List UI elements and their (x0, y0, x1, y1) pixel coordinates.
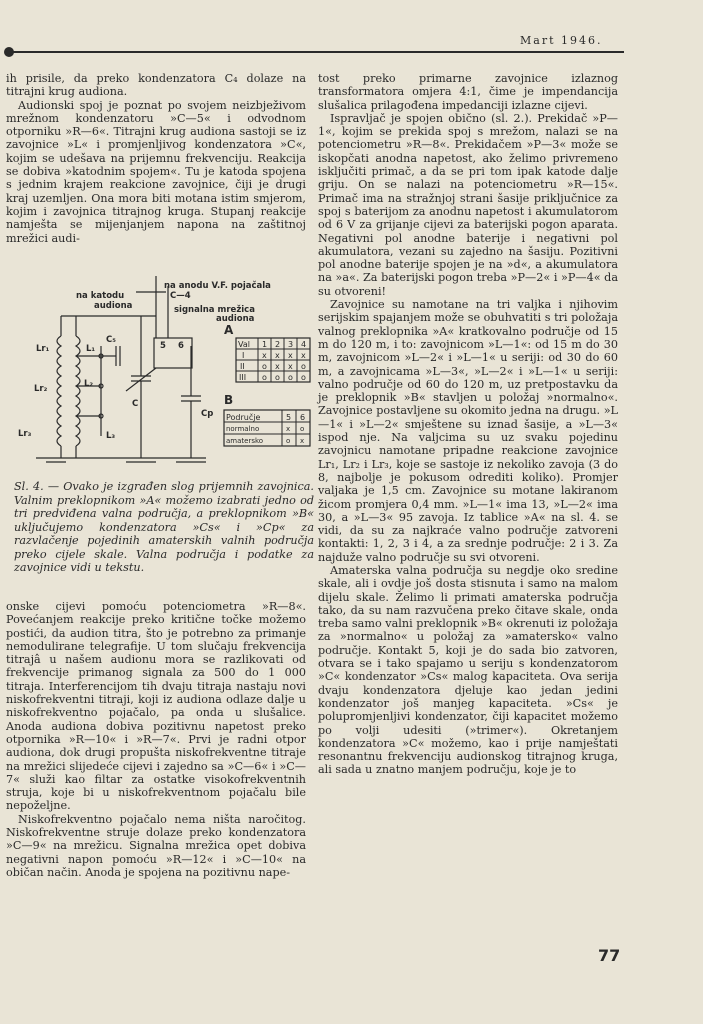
table-b-header: 5 (286, 413, 292, 422)
table-b-cell: amatersko (226, 437, 264, 445)
label-c5: C₅ (106, 335, 116, 345)
table-a-header: 2 (275, 340, 281, 349)
label-na-anodu: na anodu V.F. pojačala (164, 281, 271, 291)
label-contact-5: 5 (160, 341, 166, 351)
paragraph: onske cijevi pomoću potenciometra »R—8«. Povećanjem reakcije preko kritične točke možemo postići, da audion titra, što je potrebno za primanje nemodulirane telegrafije. U tom slučaju frekvencija titrajâ u našem audionu mora se razlikovati od frekvencije primanog signala za 500 do 1 000 titraja. Interferencijom tih dvaju titraja nastaju novi niskofrekventni titraji, koji iz audiona odlaze dalje u niskofrekventno pojačalo, pa onda u slušalice. Anoda audiona dobiva pozitivnu napetost preko otpornika »R—10« i »R—7«. Prvi je radni otpor audiona, dok drugi propušta niskofrekventne titraje na mrežici slijedeće cijevi i zajedno sa »C—6« i »C—7« služi kao filtar za ostatke visokofrekventnih struja, koje bi u niskofrekventnom pojačalu bile nepoželjne. (6, 600, 306, 813)
label-switch-a: A (224, 323, 234, 337)
table-a-cell: x (262, 351, 267, 360)
table-a-cell: x (275, 362, 280, 371)
paragraph: Niskofrekventno pojačalo nema ništa naročitog. Niskofrekventne struje dolaze preko kondenzatora »C—9« na mrežicu. Signalna mrežica opet dobiva negativni napon pomoću »R—12« i »C—10« na običan način. Anoda je spojena na pozitivnu nape- (6, 812, 306, 879)
table-a-cell: x (288, 362, 293, 371)
label-l1: L₁ (86, 344, 96, 354)
table-b-cell: normalno (226, 425, 260, 433)
paragraph: Amaterska valna područja su negdje oko sredine skale, ali i ovdje još dosta stisnuta i samo na malom dijelu skale. Želimo li primati amaterska područja tako, da su nam razvučena preko čitave skale, onda treba samo valni preklopnik »B« okrenuti iz položaja za »normalno« u položaj za »amatersko« valno područje. Kontakt 5, koji je do sada bio zatvoren, otvara se i tako spajamo u seriju s kondenzatorom »C« kondenzator »Cs« malog kapaciteta. Ova serija dvaju kondenzatora djeluje kao jedan jedini kondenzator još manjeg kapaciteta. »Cs« je polupromjenljivi kondenzator, čiji kapacitet možemo po volji udesiti (»trimer«). Okretanjem kondenzatora »C« možemo, kao i prije namještati resonantnu frekvenciju audionskog titrajnog kruga, ali sada u znatno manjem području, koje je to (318, 563, 618, 777)
circuit-figure (6, 276, 316, 476)
paragraph: Ispravljač je spojen obično (sl. 2.). Prekidač »P—1«, kojim se prekida spoj s mrežom, nalazi se na potenciometru »R—8«. Prekidačem »P—3« može se iskopčati anodna napetost, ako želimo privremeno isključiti primač, a da se pri tom ipak katode dalje griju. On se nalazi na potenciometru »R—15«. Primač ima na stražnjoj strani šasije priključnice za spoj s baterijom za anodnu napetost i akumulatorom od 6 V za grijanje cijevi za baterijski pogon aparata. Negativni pol anodne baterije i negativni pol akumulatora, vezani su zajedno na šasiju. Pozitivni pol anodne baterije spojen je na »d«, a akumulatora na »a«. Za baterijski pogon treba »P—2« i »P—4« da su otvoreni! (318, 111, 618, 298)
table-a-cell: o (301, 373, 306, 382)
label-c4: C—4 (170, 291, 191, 301)
right-column (318, 72, 618, 777)
table-a-cell: I (242, 351, 245, 360)
table-b-cell: x (286, 425, 291, 433)
label-na-katodu: na katodu (76, 291, 125, 301)
table-a-header: 4 (301, 340, 307, 349)
table-a-header: 3 (288, 340, 294, 349)
running-head: Mart 1946. (520, 34, 603, 47)
table-a-cell: x (275, 351, 280, 360)
table-a (236, 338, 310, 382)
header-rule (6, 51, 624, 53)
paragraph: ih prisile, da preko kondenzatora C₄ dolaze na titrajni krug audiona. (6, 72, 306, 99)
table-a-cell: o (262, 373, 267, 382)
table-b-cell: x (300, 437, 305, 445)
table-a-cell: x (288, 351, 293, 360)
left-column-bottom (6, 600, 306, 879)
label-signalna: signalna mrežica (174, 305, 255, 315)
left-column-top (6, 72, 306, 245)
table-b-header: Područje (226, 413, 261, 422)
page-number: 77 (598, 946, 621, 965)
label-signalna-audiona: audiona (216, 314, 255, 324)
table-a-cell: o (301, 362, 306, 371)
table-a-cell: III (239, 373, 247, 382)
label-audiona: audiona (94, 301, 133, 311)
table-a-header: Val (238, 340, 250, 349)
label-l3: L₃ (106, 431, 116, 441)
label-lr2: Lr₂ (34, 384, 48, 394)
label-lr3: Lr₃ (18, 429, 32, 439)
table-a-cell: II (240, 362, 245, 371)
table-a-cell: o (288, 373, 293, 382)
label-switch-b: B (224, 393, 234, 407)
paragraph: tost preko primarne zavojnice izlaznog transformatora omjera 4:1, čime je impendancija slušalica prilagođena impedanciji izlazne cijevi. (318, 72, 618, 112)
table-b-cell: o (286, 437, 291, 445)
paragraph: Zavojnice su namotane na tri valjka i njihovim serijskim spajanjem može se obuhvatiti s tri položaja valnog preklopnika »A« kratkovalno područje od 15 m do 120 m, i to: zavojnicom »L—1«: od 15 m do 30 m, zavojnicom »L—2« i »L—1« u seriji: od 30 do 60 m, a zavojnicama »L—3«, »L—2« i »L—1« u seriji: valno područje od 60 do 120 m, uz pretpostavku da je preklopnik »B« stavljen u položaj »normalno«. Zavojnice postavljene su okomito jedna na drugu. »L—1« i »L—2« smještene su iznad šasije, a »L—3« ispod nje. Na valjcima su uz svaku pojedinu zavojnicu namotane pripadne reakcione zavojnice Lr₁, Lr₂ i Lr₃, koje se sastoje iz nekoliko zavoja (3 do 8, najbolje je pokusom odrediti koliko). Promjer valjaka je 1,5 cm. Zavojnice su motane lakiranom žicom promjera 0,4 mm. »L—1« ima 13, »L—2« ima 30, a »L—3« 95 zavoja. Iz tablice »A« na sl. 4. se vidi, da su za najkraće valno područje zatvoreni kontakti: 1, 2, 3 i 4, a za srednje područje: 2 i 3. Za najduže valno područje su svi otvoreni. (318, 298, 618, 564)
paragraph: Audionski spoj je poznat po svojem neizbježivom mrežnom kondenzatoru »C—5« i odvodnom otporniku »R—6«. Titrajni krug audiona sastoji se iz zavojnice »L« i promjenljivog kondenzatora »C«, kojim se udešava na prijemnu frekvenciju. Reakcija se dobiva »katodnim spojem«. Tu je katoda spojena s jednim krajem reakcione zavojnice, čiji je drugi kraj uzemljen. Ona mora biti motana istim smjerom, kojim i zavojnica titrajnog kruga. Stupanj reakcije namješta se mijenjanjem napona na zaštitnoj mrežici audi- (6, 98, 306, 245)
label-lr1: Lr₁ (36, 344, 50, 354)
table-a-cell: x (301, 351, 306, 360)
figure-caption: Sl. 4. — Ovako je izgrađen slog prijemnih zavojnica. Valnim preklopnikom »A« možemo izabrati jedno od tri predviđena valna područja, a preklopnikom »B« uključujemo kondenzatora »Cs« i »Cp« za razvlačenje pojedinih amaterskih valnih područja preko cijele skale. Valna područja i podatke za zavojnice vidi u tekstu. (14, 480, 314, 574)
label-l2: L₂ (84, 379, 94, 389)
label-contact-6: 6 (178, 341, 184, 351)
table-b-cell: o (300, 425, 305, 433)
table-b-header: 6 (300, 413, 306, 422)
table-a-cell: o (262, 362, 267, 371)
table-a-header: 1 (262, 340, 268, 349)
label-c: C (132, 399, 139, 409)
label-cp: Cp (201, 409, 214, 419)
table-a-cell: o (275, 373, 280, 382)
table-b (224, 410, 310, 446)
